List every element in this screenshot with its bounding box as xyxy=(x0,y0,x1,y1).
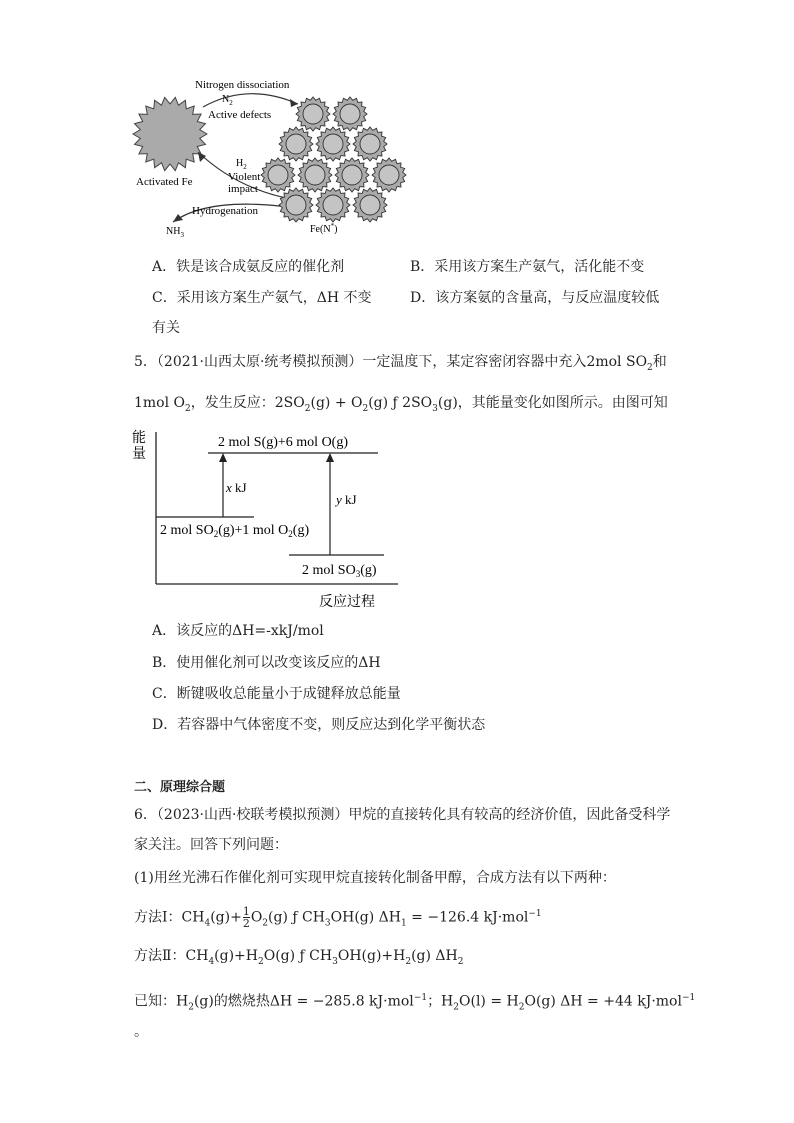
q6-stem-line1: 6．（2023·山西·校联考模拟预测）甲烷的直接转化具有较高的经济价值，因此备受科学 xyxy=(134,807,671,823)
violent-label: Violent xyxy=(228,171,261,183)
q5-option-d: D．若容器中气体密度不变，则反应达到化学平衡状态 xyxy=(152,717,486,733)
fe-n-particle xyxy=(333,97,367,131)
fe-n-particle xyxy=(353,188,387,222)
fe-n-particle xyxy=(335,158,369,192)
hydrogenation-label: Hydrogenation xyxy=(192,205,258,217)
fe-n-particle xyxy=(296,97,330,131)
fe-n-particle xyxy=(298,158,332,192)
h2-label: $H_2$ xyxy=(236,158,247,171)
y-kj-label: y kJ xyxy=(336,492,357,507)
energy-axis-label-1: 能 xyxy=(132,431,146,446)
q5-stem-line1: 5．（2021·山西太原·统考模拟预测）一定温度下，某定容密闭容器中充入2mol $SO_2$和 xyxy=(134,354,667,373)
q4-option-d: D．该方案氨的含量高，与反应温度较低 xyxy=(410,290,660,306)
q6-end-mark: 。 xyxy=(134,1024,148,1040)
figure-nitrogen-dissociation xyxy=(128,72,418,242)
fe-n-particle xyxy=(279,188,313,222)
fe-n-label: Fe(N*) xyxy=(310,222,338,235)
n2-label: $N_2$ xyxy=(222,94,233,107)
impact-label: impact xyxy=(228,183,258,195)
q5-option-a: A．该反应的ΔH=-xkJ/mol xyxy=(152,623,324,639)
q5-stem-line2: 1mol $O_2$，发生反应：$2SO_2(g) + O_2(g)$ ƒ $2SO_3(g)$，其能量变化如图所示。由图可知 xyxy=(134,395,668,414)
q6-method2: 方法Ⅱ：$CH_4(g)+H_2O(g)$ ƒ $CH_3OH(g)+H_2(g)$ $\Delta H_2$ xyxy=(134,948,464,967)
q4-option-b: B．采用该方案生产氨气，活化能不变 xyxy=(410,259,645,275)
fe-n-particle xyxy=(372,158,406,192)
fe-n-particle xyxy=(279,127,313,161)
fe-n-particle xyxy=(261,158,295,192)
q6-known: 已知：$H_2(g)$的燃烧热ΔH = −285.8 kJ·mol$^{-1}$；$H_2O(l) = H_2O(g) \Delta H = +44$ kJ·mol$^{-1}$ xyxy=(134,993,696,1013)
nitrogen-arrow xyxy=(203,94,298,107)
q4-option-d-continued: 有关 xyxy=(152,320,180,336)
section-heading: 二、原理综合题 xyxy=(134,780,226,795)
q4-option-c: C．采用该方案生产氨气，ΔH 不变 xyxy=(152,290,372,306)
q6-method1: 方法Ⅰ：$CH_4(g)+$ $\frac{1}{2}$ $O_2(g)$ ƒ $CH_3OH(g) \Delta H_1 = -126.4$ kJ·mol$^{-1}$ xyxy=(134,905,542,931)
x-kj-label: x kJ xyxy=(226,480,247,495)
reaction-process-label: 反应过程 xyxy=(319,595,375,610)
q6-stem-line2: 家关注。回答下列问题： xyxy=(134,837,288,853)
active-defects-label: Active defects xyxy=(208,109,272,121)
nh3-label: $NH_3$ xyxy=(166,226,184,239)
fe-n-particle xyxy=(316,127,350,161)
product-energy-level: 2 mol $SO_3(g)$ xyxy=(302,563,377,579)
q4-option-a: A．铁是该合成氨反应的催化剂 xyxy=(152,259,345,275)
reactant-energy-level: 2 mol $SO_2(g)+1$ mol $O_2(g)$ xyxy=(160,523,310,539)
activated-fe-label: Activated Fe xyxy=(136,176,193,188)
q5-option-b: B．使用催化剂可以改变该反应的ΔH xyxy=(152,655,381,671)
nitrogen-dissociation-label: Nitrogen dissociation xyxy=(195,79,290,91)
q5-equation: $2SO_2(g) + O_2(g)$ ƒ $2SO_3(g)$ xyxy=(274,395,458,414)
activated-fe-particle-icon xyxy=(133,97,207,170)
fe-n-particle xyxy=(316,188,350,222)
top-energy-level: 2 mol S(g)+6 mol O(g) xyxy=(218,435,348,450)
figure-energy-diagram xyxy=(126,424,406,614)
fe-n-particles-icon xyxy=(261,97,406,222)
energy-axis-label-2: 量 xyxy=(132,447,146,462)
q5-option-c: C．断键吸收总能量小于成键释放总能量 xyxy=(152,686,401,702)
fraction-half: $\frac{1}{2}$ xyxy=(242,905,250,931)
q6-part1: (1)用丝光沸石作催化剂可实现甲烷直接转化制备甲醇，合成方法有以下两种： xyxy=(134,870,616,886)
fe-n-particle xyxy=(353,127,387,161)
